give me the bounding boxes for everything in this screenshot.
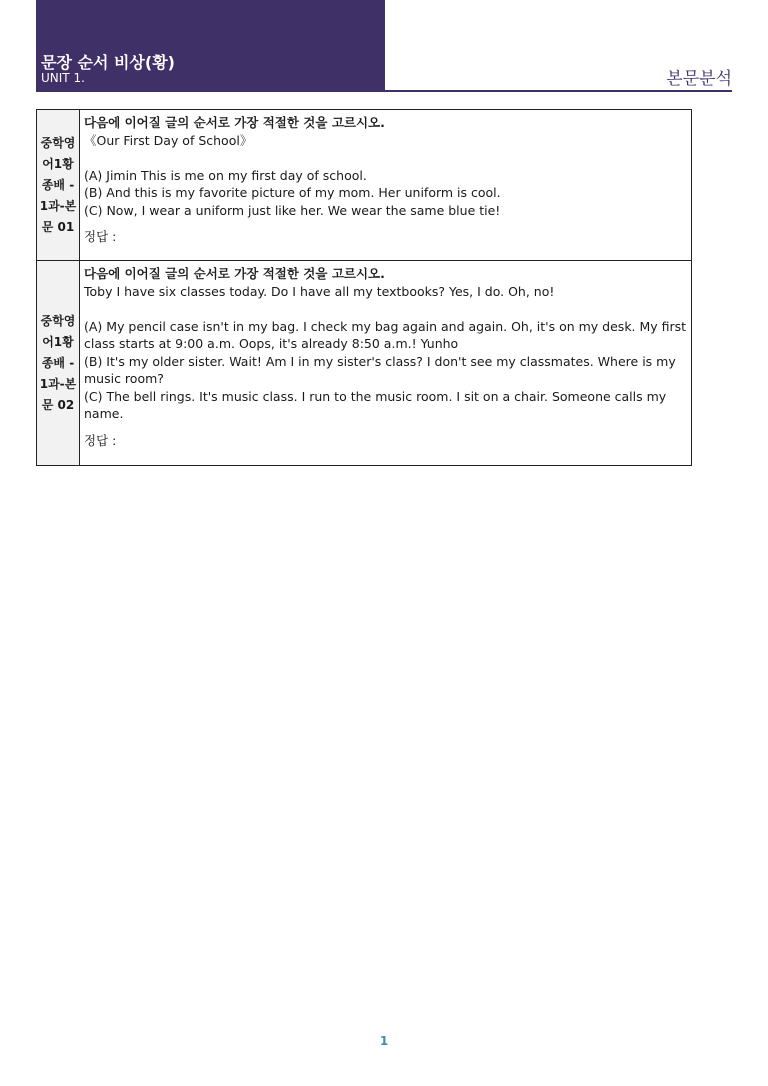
option-a: (A) Jimin This is me on my first day of school. [84, 167, 367, 183]
answer-label: 정답 : [84, 229, 117, 244]
header-banner [36, 0, 385, 91]
option-a: (A) My pencil case isn't in my bag. I check my bag again and again. Oh, it's on my desk. My first class starts at 9:00 a.m. Oops, it's already 8:50 a.m.! Yunho [84, 318, 687, 351]
option-c: (C) Now, I wear a uniform just like her. We wear the same blue tie! [84, 202, 501, 218]
unit-label: UNIT 1. [41, 71, 85, 85]
question-body [80, 110, 692, 261]
worksheet-title: 문장 순서 비상(황) [41, 53, 175, 72]
question-row [37, 110, 692, 261]
section-label: 본문분석 [666, 69, 732, 89]
question-instruction: 다음에 이어질 글의 순서로 가장 적절한 것을 고르시오. [84, 115, 385, 130]
option-c: (C) The bell rings. It's music class. I run to the music room. I sit on a chair. Someone calls my name. [84, 388, 667, 421]
question-body [80, 261, 692, 466]
question-label: 중학영어1황종배 - 1과-본문 02 [37, 261, 80, 466]
header-divider [36, 90, 732, 92]
answer-label: 정답 : [84, 432, 117, 448]
passage-intro: 《Our First Day of School》 [84, 132, 253, 148]
question-row [37, 261, 692, 466]
option-b: (B) And this is my favorite picture of my mom. Her uniform is cool. [84, 185, 501, 200]
spacer [84, 300, 687, 318]
question-instruction: 다음에 이어질 글의 순서로 가장 적절한 것을 고르시오. [84, 266, 385, 281]
passage-intro: Toby I have six classes today. Do I have all my textbooks? Yes, I do. Oh, no! [84, 283, 555, 299]
question-label: 중학영어1황종배 - 1과-본문 01 [37, 110, 80, 261]
spacer [84, 149, 687, 167]
page-number: 1 [379, 1034, 389, 1048]
question-table [36, 109, 692, 466]
option-b: (B) It's my older sister. Wait! Am I in my sister's class? I don't see my classmates. Where is my music room? [84, 353, 676, 386]
